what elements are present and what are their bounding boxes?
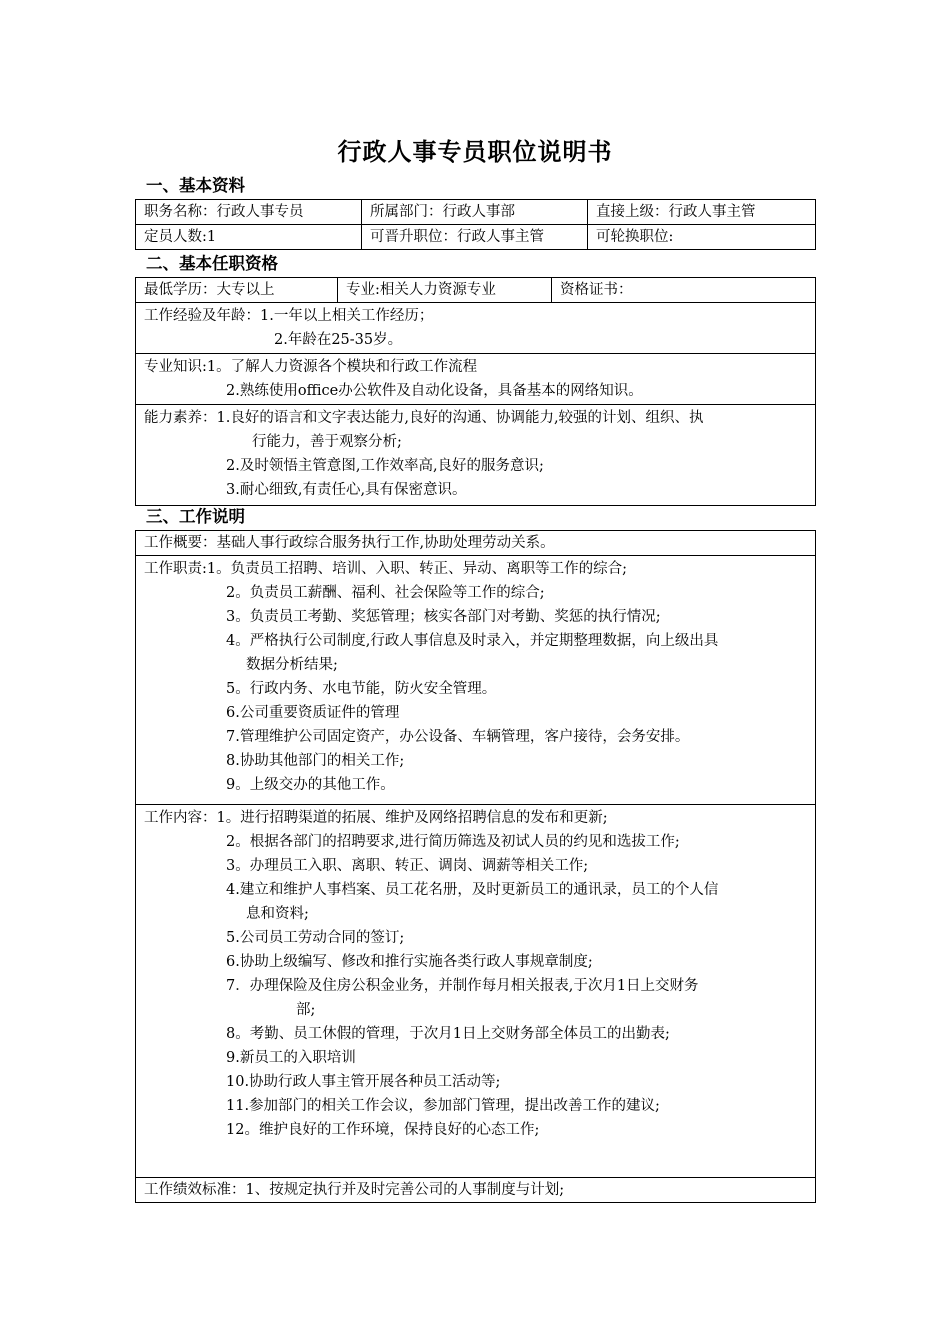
duty-item-continuation: 数据分析结果; [246,657,338,673]
supervisor-cell: 直接上级：行政人事主管 [588,200,816,225]
document-title: 行政人事专员职位说明书 [337,138,613,166]
content-item-continuation: 部; [296,1002,316,1018]
content-item: 工作内容：1。进行招聘渠道的拓展、维护及网络招聘信息的发布和更新; [144,810,608,826]
promotion-cell: 可晋升职位：行政人事主管 [362,225,588,250]
content-item: 9.新员工的入职培训 [226,1050,356,1066]
content-item: 8。考勤、员工休假的管理，于次月1日上交财务部全体员工的出勤表; [226,1026,670,1042]
rotation-cell: 可轮换职位: [588,225,816,250]
ability-line: 能力素养：1.良好的语言和文字表达能力,良好的沟通、协调能力,较强的计划、组织、执 [144,410,704,426]
job-duties-cell [136,556,816,805]
experience-line: 2.年龄在25-35岁。 [274,332,403,348]
duty-item: 5。行政内务、水电节能，防火安全管理。 [226,681,497,697]
experience-line: 工作经验及年龄：1.一年以上相关工作经历； [144,308,434,324]
headcount-cell: 定员人数:1 [136,225,362,250]
duty-item: 9。上级交办的其他工作。 [226,777,395,793]
experience-cell [136,303,816,354]
ability-line: 3.耐心细致,有责任心,具有保密意识。 [226,482,467,498]
section-heading-job-description: 三、工作说明 [146,507,245,526]
knowledge-line: 专业知识:1。了解人力资源各个模块和行政工作流程 [144,359,478,375]
ability-line: 2.及时领悟主管意图,工作效率高,良好的服务意识; [226,458,544,474]
basic-info-table [135,199,816,250]
performance-standard-cell: 工作绩效标准：1、按规定执行并及时完善公司的人事制度与计划; [136,1178,816,1203]
content-item: 10.协助行政人事主管开展各种员工活动等; [226,1074,501,1090]
content-item: 5.公司员工劳动合同的签订; [226,930,405,946]
content-item: 6.协助上级编写、修改和推行实施各类行政人事规章制度; [226,954,593,970]
content-item: 12。维护良好的工作环境，保持良好的心态工作; [226,1122,540,1138]
ability-line: 行能力，善于观察分析; [252,434,402,450]
department-cell: 所属部门：行政人事部 [362,200,588,225]
duty-item: 2。负责员工薪酬、福利、社会保险等工作的综合; [226,585,545,601]
job-description-table [135,530,816,1203]
content-item: 3。办理员工入职、离职、转正、调岗、调薪等相关工作; [226,858,589,874]
certificate-cell: 资格证书： [552,278,816,303]
duty-item: 6.公司重要资质证件的管理 [226,705,400,721]
content-item: 7．办理保险及住房公积金业务，并制作每月相关报表,于次月1日上交财务 [226,978,699,994]
education-cell: 最低学历：大专以上 [136,278,338,303]
duty-item: 7.管理维护公司固定资产，办公设备、车辆管理，客户接待，会务安排。 [226,729,690,745]
content-item: 2。根据各部门的招聘要求,进行简历筛选及初试人员的约见和选拔工作; [226,834,680,850]
section-heading-basic-info: 一、基本资料 [146,176,245,195]
position-name-cell: 职务名称：行政人事专员 [136,200,362,225]
duty-item: 3。负责员工考勤、奖惩管理；核实各部门对考勤、奖惩的执行情况; [226,609,661,625]
duty-item: 4。严格执行公司制度,行政人事信息及时录入，并定期整理数据，向上级出具 [226,633,719,649]
section-heading-qualifications: 二、基本任职资格 [146,254,278,273]
knowledge-cell [136,354,816,405]
qualifications-table [135,277,816,506]
duty-item: 工作职责:1。负责员工招聘、培训、入职、转正、异动、离职等工作的综合; [144,561,627,577]
knowledge-line: 2.熟练使用office办公软件及自动化设备，具备基本的网络知识。 [226,383,643,399]
ability-cell [136,405,816,506]
content-item: 4.建立和维护人事档案、员工花名册，及时更新员工的通讯录，员工的个人信 [226,882,719,898]
content-item-continuation: 息和资料; [246,906,309,922]
major-cell: 专业:相关人力资源专业 [338,278,552,303]
duty-item: 8.协助其他部门的相关工作; [226,753,405,769]
job-overview-cell: 工作概要：基础人事行政综合服务执行工作,协助处理劳动关系。 [136,531,816,556]
content-item: 11.参加部门的相关工作会议，参加部门管理，提出改善工作的建议; [226,1098,660,1114]
job-contents-cell [136,805,816,1178]
